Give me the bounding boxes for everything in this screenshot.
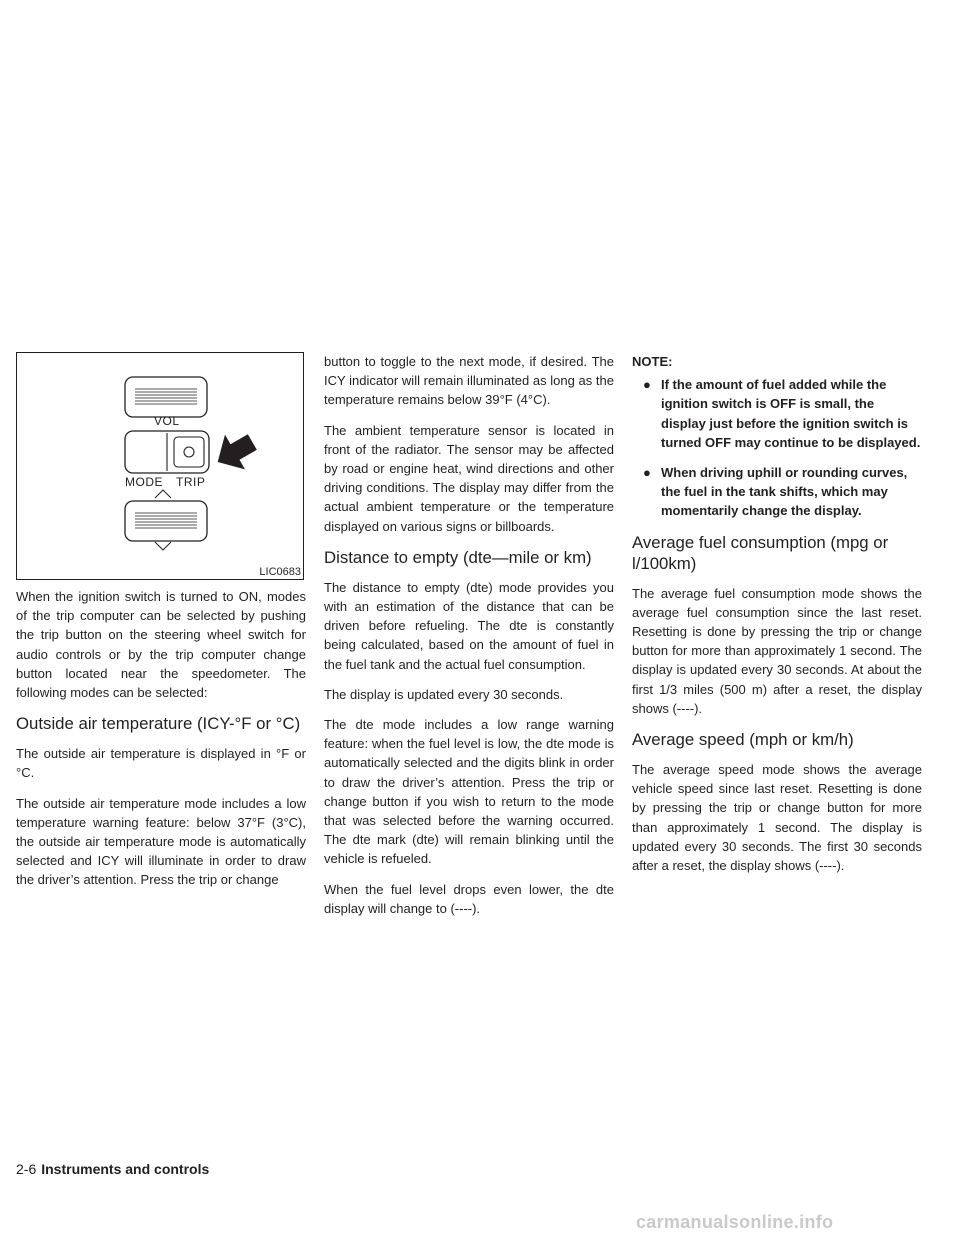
outside-temp-continued: button to toggle to the next mode, if desired. The ICY indicator will remain illuminated as long as the temperature remains below 39°F (4°C).	[324, 354, 614, 408]
heading-outside-air-temperature: Outside air temperature (ICY-°F or °C)	[16, 714, 301, 734]
vol-label: VOL	[154, 414, 180, 428]
heading-average-fuel-consumption: Average fuel consumption (mpg or l/100km)	[632, 532, 889, 573]
sensor-paragraph: The ambient temperature sensor is located in front of the radiator. The sensor may be affected by road or engine heat, wind directions and other driving conditions. The display may differ from the actual ambient temperature or the temperature displayed on various signs or billboards.	[324, 422, 614, 534]
bullet-icon: ●	[643, 377, 651, 393]
note-list	[632, 375, 922, 520]
note-item	[632, 463, 922, 521]
bullet-icon: ●	[643, 465, 651, 481]
column-1	[16, 352, 306, 901]
outside-temp-paragraph-1: The outside air temperature is displayed in °F or °C.	[16, 746, 306, 781]
watermark: carmanualsonline.info	[636, 1212, 834, 1232]
section-title: Instruments and controls	[41, 1161, 210, 1177]
avg-speed-paragraph: The average speed mode shows the average vehicle speed since last reset. Resetting is done by pressing the trip or change button for more than approximately 1 second. The display is updated every 30 seconds. The first 30 seconds after a reset, the display shows (----).	[632, 762, 922, 874]
mode-label: MODE	[125, 475, 163, 489]
dte-paragraph-3: The dte mode includes a low range warning feature: when the fuel level is low, the dte mode is automatically selected and the digits blink in order to draw the driver’s attention. Press the trip or change button if you wish to return to the mode that was selected before the warning occurred. The dte mark (dte) will remain blinking until the vehicle is refueled.	[324, 717, 614, 867]
dte-paragraph-4: When the fuel level drops even lower, the dte display will change to (----).	[324, 881, 614, 916]
note-text: When driving uphill or rounding curves, the fuel in the tank shifts, which may momentarily change the display.	[661, 465, 908, 519]
outside-temp-paragraph-2: The outside air temperature mode includes a low temperature warning feature: below 37°F (3°C), the outside air temperature mode is automatically selected and ICY will illuminate in order to draw the driver’s attention. Press the trip or change	[16, 795, 306, 888]
figure-code: LIC0683	[259, 566, 301, 578]
page-footer	[16, 1160, 209, 1178]
dte-paragraph-1: The distance to empty (dte) mode provides you with an estimation of the distance that can be driven before refueling. The dte is constantly being calculated, based on the amount of fuel in the fuel tank and the actual fuel consumption.	[324, 579, 614, 672]
steering-switch-illustration	[17, 353, 303, 579]
note-item	[632, 375, 922, 452]
column-2	[324, 352, 614, 929]
steering-switch-figure	[16, 352, 304, 580]
heading-distance-to-empty: Distance to empty (dte—mile or km)	[324, 547, 592, 567]
heading-average-speed: Average speed (mph or km/h)	[632, 730, 854, 750]
dte-paragraph-2: The display is updated every 30 seconds.	[324, 686, 564, 702]
intro-paragraph: When the ignition switch is turned to ON, modes of the trip computer can be selected by pushing the trip button on the steering wheel switch for audio controls or by the trip computer change button located near the speedometer. The following modes can be selected:	[16, 589, 306, 701]
trip-label: TRIP	[176, 475, 206, 489]
avg-fuel-paragraph: The average fuel consumption mode shows the average fuel consumption since the last reset. Resetting is done by pressing the trip or change button for more than approximately 1 second. The display is updated every 30 seconds. At about the first 1/3 miles (500 m) after a reset, the display shows (----).	[632, 585, 922, 716]
note-heading: NOTE:	[632, 354, 673, 369]
note-text: If the amount of fuel added while the ignition switch is OFF is small, the display just before the ignition switch is turned OFF may continue to be displayed.	[661, 377, 921, 450]
page-number: 2-6	[16, 1161, 37, 1177]
column-3	[632, 352, 922, 886]
